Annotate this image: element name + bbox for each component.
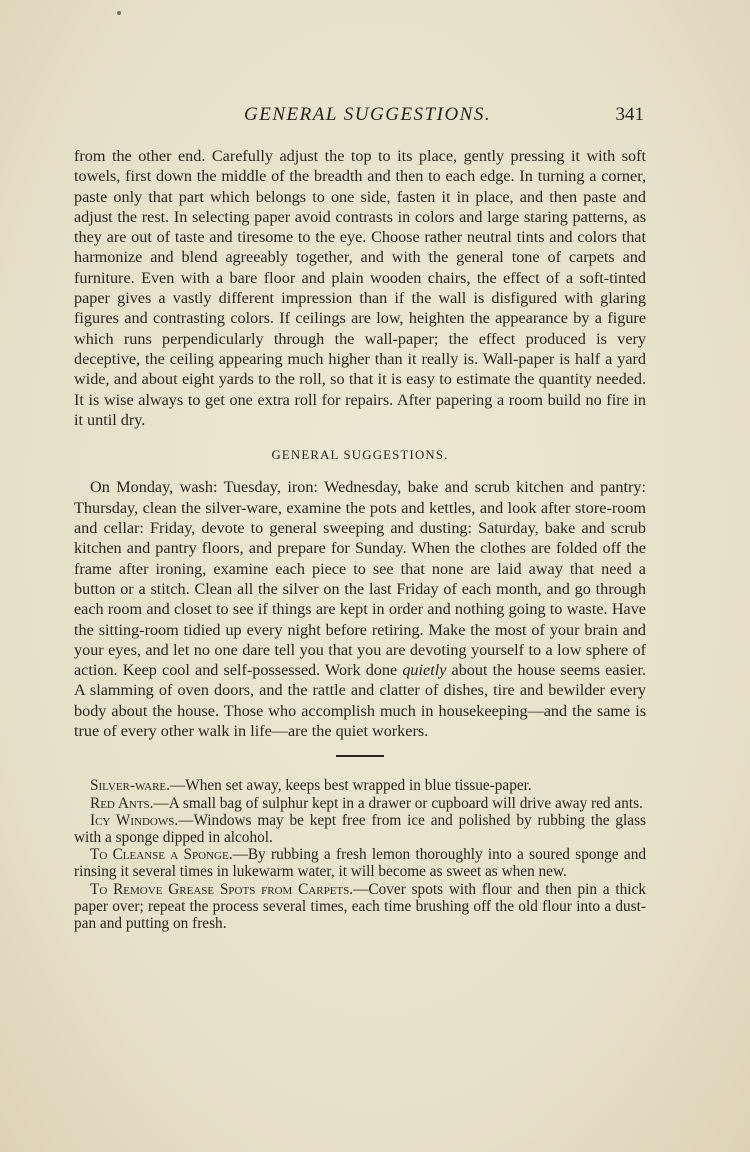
note-text: —When set away, keeps best wrapped in blue tissue-paper. [169,777,532,795]
italic-word: quietly [402,661,447,680]
note-silver-ware [74,777,646,794]
paper-blemish [117,11,121,15]
note-text: —A small bag of sulphur kept in a drawer or cupboard will drive away red ants. [153,794,643,812]
page-number: 341 [615,104,644,125]
household-notes [74,777,646,932]
note-text: —Windows may be kept free from ice and polished by rubbing the glass with a sponge dipped in alcohol. [74,811,646,846]
note-heading: To Remove Grease Spots from Carpets. [90,880,354,898]
paragraph-weekly-schedule [74,477,646,741]
note-heading: Red Ants. [90,794,154,812]
paragraph-text-start: On Monday, wash: Tuesday, iron: Wednesday, bake and scrub kitchen and pantry: Thursday, clean the silver-ware, examine the pots and kettles, and look after store-room and cellar: Friday, devote to general sweeping and dusting: Saturday, bake and scrub kitchen and pantry floors, and prepare for Sunday. When the clothes are folded off the frame after ironing, examine each piece to see that none are laid away that need a button or a stitch. Clean all the silver on the last Friday of each month, and go through each room and closet to see if things are kept in order and nothing going to waste. Have the sitting-room tidied up every night before retiring. Make the most of your brain and your eyes, and let no one dare tell you that you are devoting yourself to a low sphere of action. Keep cool and self-possessed. Work done [74,478,646,680]
note-text: —Cover spots with flour and then pin a thick paper over; repeat the process several times, each time brushing off the old flour into a dust-pan and putting on fresh. [74,880,646,932]
note-heading: To Cleanse a Sponge. [90,846,233,864]
note-text: —By rubbing a fresh lemon thoroughly into a soured sponge and rinsing it several times in lukewarm water, it will become as sweet as when new. [74,846,646,881]
page-body [74,146,646,932]
section-heading: GENERAL SUGGESTIONS. [271,448,449,463]
note-heading: Silver-ware. [90,777,170,795]
note-grease-spots [74,881,646,933]
running-head [74,104,646,130]
note-cleanse-sponge [74,846,646,880]
section-divider [336,755,384,757]
note-icy-windows [74,812,646,846]
note-red-ants [74,795,646,812]
paragraph-wallpaper: from the other end. Carefully adjust the top to its place, gently pressing it with soft towels, first down the middle of the breadth and then to each edge. In turning a corner, paste only that part which belongs to one side, fasten it in place, and then paste and adjust the rest. In selecting paper avoid contrasts in colors and large staring patterns, as they are out of taste and tiresome to the eye. Choose rather neutral tints and colors that harmonize and blend agreeably together, and with the general tone of carpets and furniture. Even with a bare floor and plain wooden chairs, the effect of a soft-tinted paper gives a vastly different impression than if the wall is disfigured with glaring figures and contrasting colors. If ceilings are low, heighten the appearance by a figure which runs perpendicularly through the wall-paper; the effect produced is very deceptive, the ceiling appearing much higher than it really is. Wall-paper is half a yard wide, and about eight yards to the roll, so that it is easy to estimate the quantity needed. It is wise always to get one extra roll for repairs. After papering a room build no fire in it until dry. [74,147,646,429]
note-heading: Icy Windows. [90,811,179,829]
paragraph-text-end: about the house seems easier. A slamming of oven doors, and the rattle and clatter of dishes, tire and bewilder every body about the house. Those who accomplish much in housekeeping—and the same is true of every other walk in life—are the quiet workers. [74,661,647,741]
running-title: GENERAL SUGGESTIONS. [244,104,492,125]
